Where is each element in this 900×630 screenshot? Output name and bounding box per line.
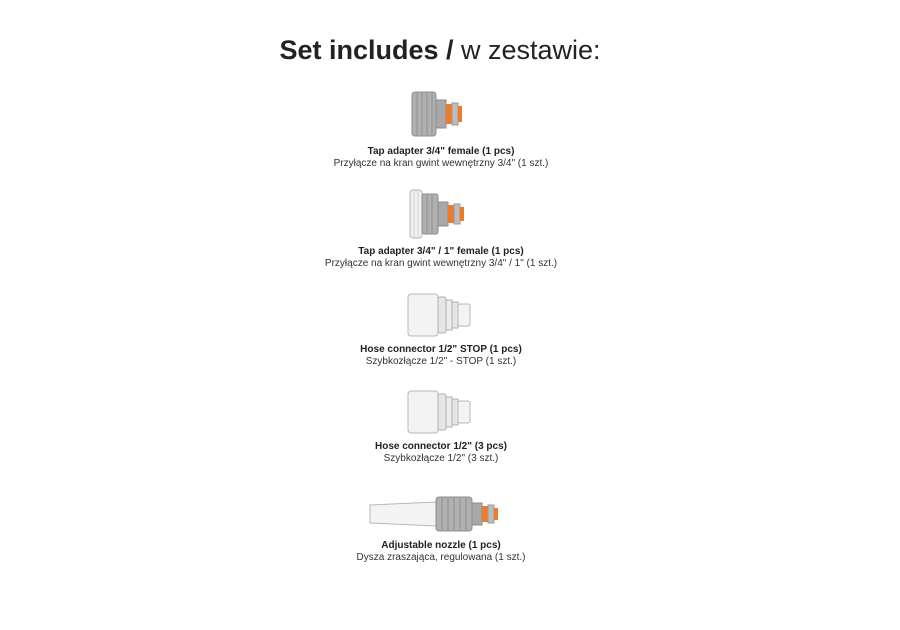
item-name-pl: Szybkozłącze 1/2" - STOP (1 szt.) <box>365 356 517 367</box>
tap-adapter-large-image <box>406 188 476 240</box>
tap-adapter-image <box>406 90 476 140</box>
item-name-en: Tap adapter 3/4" / 1" female (1 pcs) <box>358 246 524 257</box>
item-name-pl: Przyłącze na kran gwint wewnętrzny 3/4" (1 szt.) <box>333 158 549 169</box>
item-name-pl: Szybkozłącze 1/2" (3 szt.) <box>383 453 499 464</box>
item-name-en: Adjustable nozzle (1 pcs) <box>381 540 501 551</box>
item-name-pl: Dysza zraszająca, regulowana (1 szt.) <box>356 552 526 563</box>
title-bold: Set includes / <box>279 35 454 65</box>
hose-connector-stop-image <box>406 292 476 338</box>
hose-connector-image <box>406 389 476 435</box>
adjustable-nozzle-image <box>366 494 516 534</box>
item-tap-adapter-3-4-1 <box>0 188 882 270</box>
item-name-pl: Przyłącze na kran gwint wewnętrzny 3/4" / 1" (1 szt.) <box>324 258 558 269</box>
item-hose-connector-stop <box>0 292 882 368</box>
title-light: w zestawie: <box>453 35 601 65</box>
item-adjustable-nozzle <box>0 494 882 564</box>
item-tap-adapter-3-4 <box>0 90 882 170</box>
item-name-en: Hose connector 1/2" (3 pcs) <box>374 441 507 452</box>
item-name-en: Hose connector 1/2" STOP (1 pcs) <box>360 344 522 355</box>
item-name-en: Tap adapter 3/4" female (1 pcs) <box>367 146 515 157</box>
page-title <box>0 30 880 70</box>
item-hose-connector <box>0 389 882 465</box>
